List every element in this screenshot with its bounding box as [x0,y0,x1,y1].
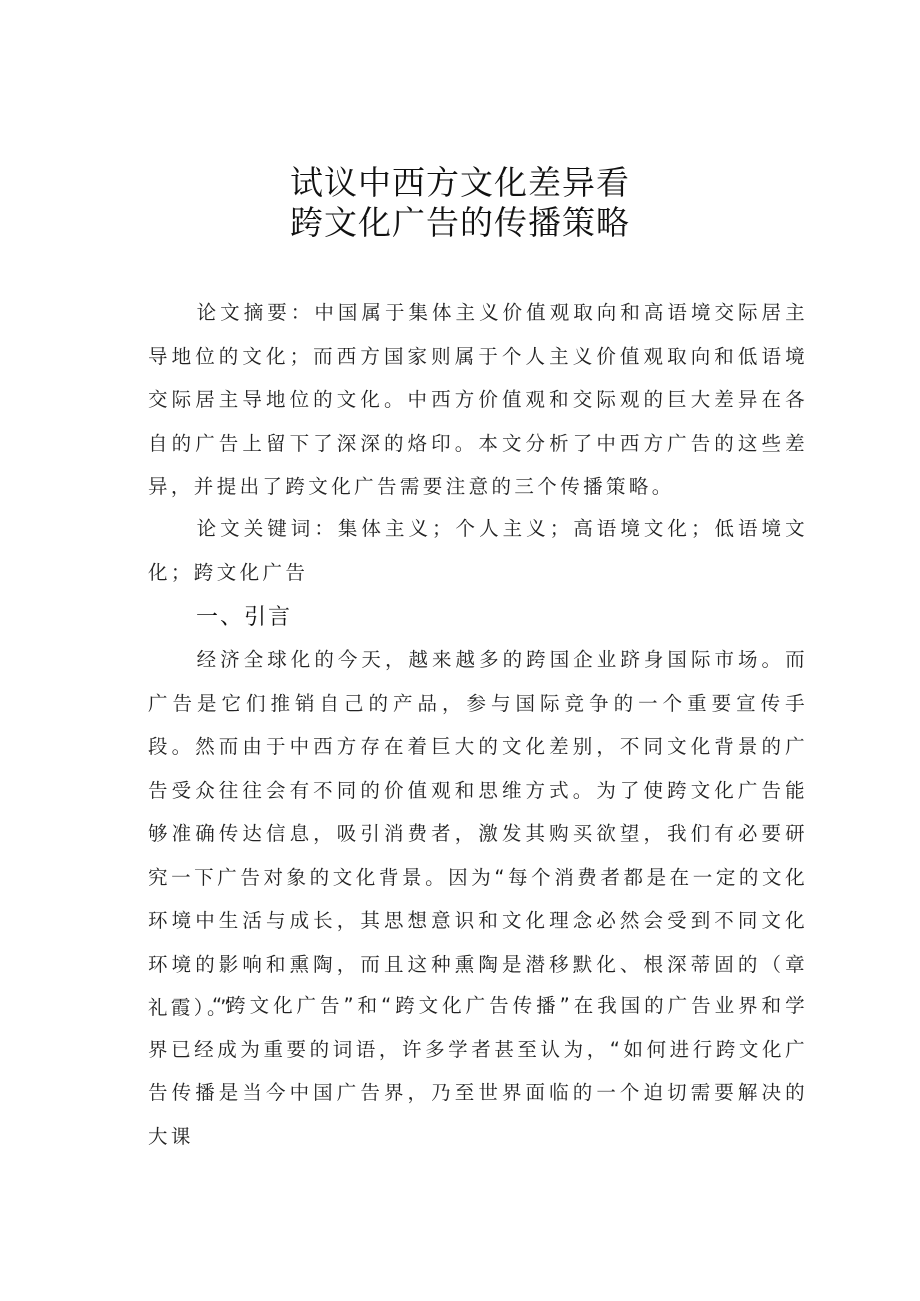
introduction-paragraph-1-text: 经济全球化的今天，越来越多的跨国企业跻身国际市场。而广告是它们推销自己的产品，参与国际竞争的一个重要宣传手段。然而由于中西方存在着巨大的文化差别，不同文化背景的广告受众往往会有不同的价值观和思维方式。为了使跨文化广告能够准确传达信息，吸引消费者，激发其购买欲望，我们有必要研究一下广告对象的文化背景。因为“每个消费者都是在一定的文化环境中生活与成长，其思想意识和文化理念必然会受到不同文化环境的影响和熏陶，而且这种熏陶是潜移默化、根深蒂固的（章礼霞）。” [148,648,808,1019]
keywords-text: 论文关键词：集体主义；个人主义；高语境文化；低语境文化；跨文化广告 [148,517,808,584]
introduction-paragraph-1 [148,638,808,1030]
section-heading-introduction: 一、引言 [196,605,293,630]
introduction-paragraph-2 [148,984,808,1158]
document-title-line-2: 跨文化广告的传播策略 [290,203,630,242]
abstract-text: 论文摘要：中国属于集体主义价值观取向和高语境交际居主导地位的文化；而西方国家则属于个人主义价值观取向和低语境交际居主导地位的文化。中西方价值观和交际观的巨大差异在各自的广告上留下了深深的烙印。本文分析了中西方广告的这些差异，并提出了跨文化广告需要注意的三个传播策略。 [148,301,808,498]
introduction-paragraph-2-text: “跨文化广告”和“跨文化广告传播”在我国的广告业界和学界已经成为重要的词语，许多学者甚至认为，“如何进行跨文化广告传播是当今中国广告界，乃至世界面临的一个迫切需要解决的大课 [148,994,808,1148]
keywords-paragraph [148,507,808,594]
document-title-line-1: 试议中西方文化差异看 [290,163,630,202]
abstract-paragraph [148,291,808,509]
